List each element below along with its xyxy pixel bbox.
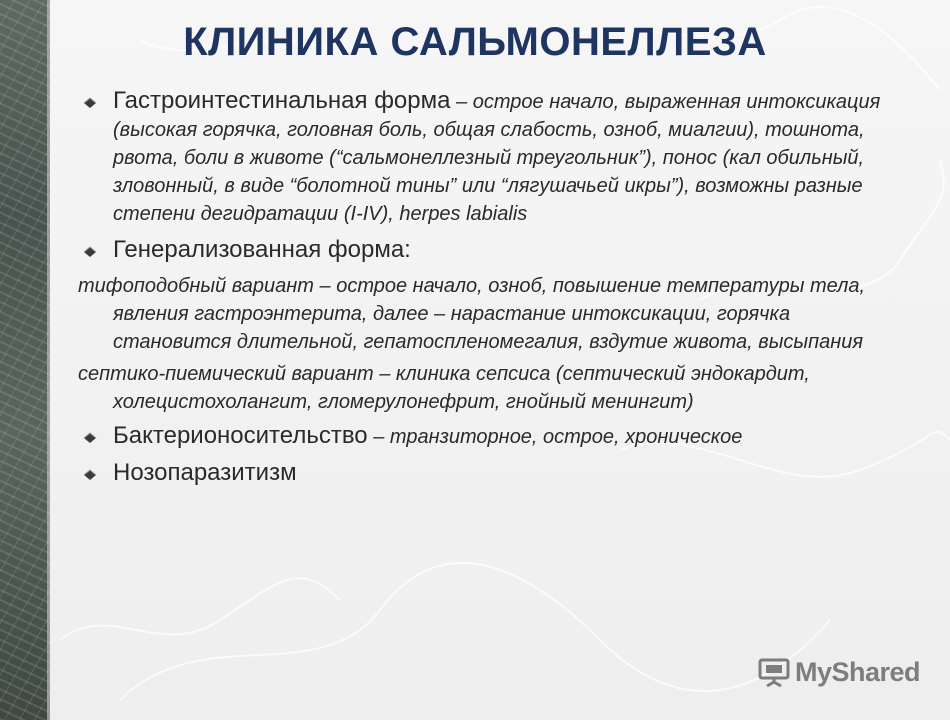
item-description: – транзиторное, острое, хроническое: [367, 426, 743, 448]
watermark-text: MyShared: [794, 656, 920, 687]
watermark: [757, 654, 920, 690]
item-description: – острое начало, выраженная интоксикация (высокая горячка, головная боль, общая слабость, озноб, миалгии), тошнота, рвота, боли в животе (“сальмонеллезный треугольник”), понос (кал обильный, зловонный, в виде “болотной тины” или “лягушачьей икры”), возможны разные степени дегидратации (I-IV), herpes labialis: [113, 91, 881, 225]
slide-title: КЛИНИКА САЛЬМОНЕЛЛЕЗА: [183, 20, 767, 64]
bullet-icon: [82, 243, 98, 259]
variant-paragraph: тифоподобный вариант – острое начало, озноб, повышение температуры тела, явления гастроэнтерита, далее – нарастание интоксикации, горячка становится длительной, гепатоспленомегалия, вздутие живота, высыпания: [78, 275, 866, 353]
item-heading: Нозопаразитизм: [113, 459, 297, 486]
item-heading: Бактерионосительство: [113, 422, 368, 449]
list-item: [80, 459, 890, 487]
content-list: [80, 87, 890, 495]
variant-paragraph: септико-пиемический вариант – клиника сепсиса (септический эндокардит, холецистохолангит, гломерулонефрит, гнойный менингит): [78, 363, 810, 413]
bullet-icon: [82, 94, 98, 110]
bullet-icon: [82, 466, 98, 482]
list-item: [80, 87, 890, 228]
item-heading: Генерализованная форма: [113, 236, 405, 263]
item-colon: :: [404, 236, 411, 263]
item-heading: Гастроинтестинальная форма: [113, 87, 451, 114]
list-item: [80, 422, 890, 451]
list-item: [80, 236, 890, 264]
presentation-icon: [757, 655, 791, 689]
bullet-icon: [82, 429, 98, 445]
